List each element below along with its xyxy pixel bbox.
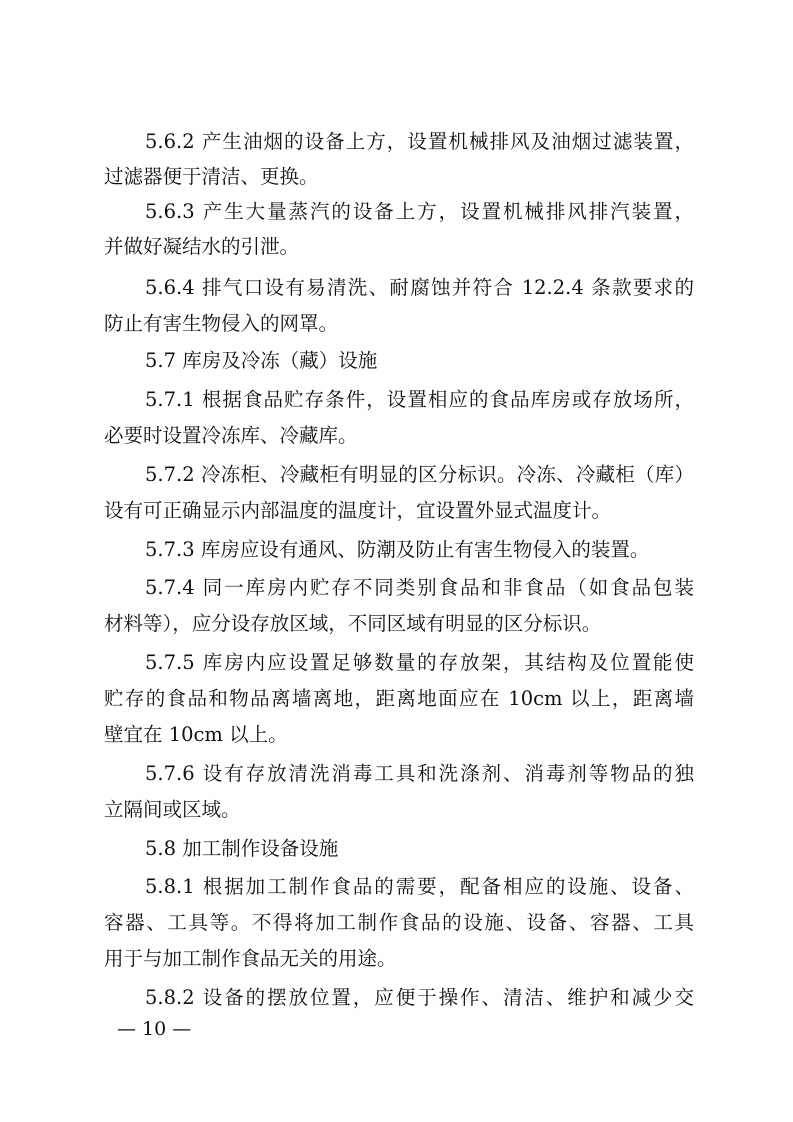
text-line-5-7-6: 5.7.6 设有存放清洗消毒工具和洗涤剂、消毒剂等物品的独 (145, 762, 694, 785)
text-line-5-7-2: 5.7.2 冷冻柜、冷藏柜有明显的区分标识。冷冻、冷藏柜（库） (145, 463, 694, 486)
text-line-5-7-4: 5.7.4 同一库房内贮存不同类别食品和非食品（如食品包装 (145, 576, 694, 599)
text-line-5-7-1: 5.7.1 根据食品贮存条件，设置相应的食品库房或存放场所， (145, 388, 694, 411)
page-number: — 10 — (117, 1018, 192, 1040)
text-line-5-7-1-cont: 必要时设置冷冻库、冷藏库。 (104, 424, 358, 447)
text-line-5-8-1-cont: 容器、工具等。不得将加工制作食品的设施、设备、容器、工具 (104, 911, 694, 934)
text-line-5-8-1-end: 用于与加工制作食品无关的用途。 (104, 947, 397, 970)
text-line-5-8-1: 5.8.1 根据加工制作食品的需要，配备相应的设施、设备、 (145, 875, 694, 898)
text-line-5-6-4-cont: 防止有害生物侵入的网罩。 (104, 312, 339, 335)
text-line-5-7-5: 5.7.5 库房内应设置足够数量的存放架，其结构及位置能使 (145, 651, 694, 674)
section-heading-5-8: 5.8 加工制作设备设施 (145, 837, 339, 860)
text-line-5-7-6-cont: 立隔间或区域。 (104, 798, 241, 821)
text-line-5-6-2-cont: 过滤器便于清洁、更换。 (104, 165, 319, 188)
text-line-5-6-3-cont: 并做好凝结水的引泄。 (104, 235, 300, 258)
text-line-5-6-4: 5.6.4 排气口设有易清洗、耐腐蚀并符合 12.2.4 条款要求的 (145, 276, 694, 299)
text-line-5-6-3: 5.6.3 产生大量蒸汽的设备上方，设置机械排风排汽装置， (145, 200, 694, 223)
text-line-5-7-5-end: 壁宜在 10cm 以上。 (104, 723, 288, 746)
text-line-5-6-2: 5.6.2 产生油烟的设备上方，设置机械排风及油烟过滤装置， (145, 130, 694, 153)
text-line-5-7-5-cont: 贮存的食品和物品离墙离地，距离地面应在 10cm 以上，距离墙 (104, 687, 694, 710)
text-line-5-7-3: 5.7.3 库房应设有通风、防潮及防止有害生物侵入的装置。 (145, 538, 650, 561)
section-heading-5-7: 5.7 库房及冷冻（藏）设施 (145, 349, 378, 372)
text-line-5-7-2-cont: 设有可正确显示内部温度的温度计，宜设置外显式温度计。 (104, 499, 612, 522)
text-line-5-7-4-cont: 材料等），应分设存放区域，不同区域有明显的区分标识。 (104, 612, 602, 635)
text-line-5-8-2: 5.8.2 设备的摆放位置，应便于操作、清洁、维护和减少交 (145, 986, 694, 1009)
